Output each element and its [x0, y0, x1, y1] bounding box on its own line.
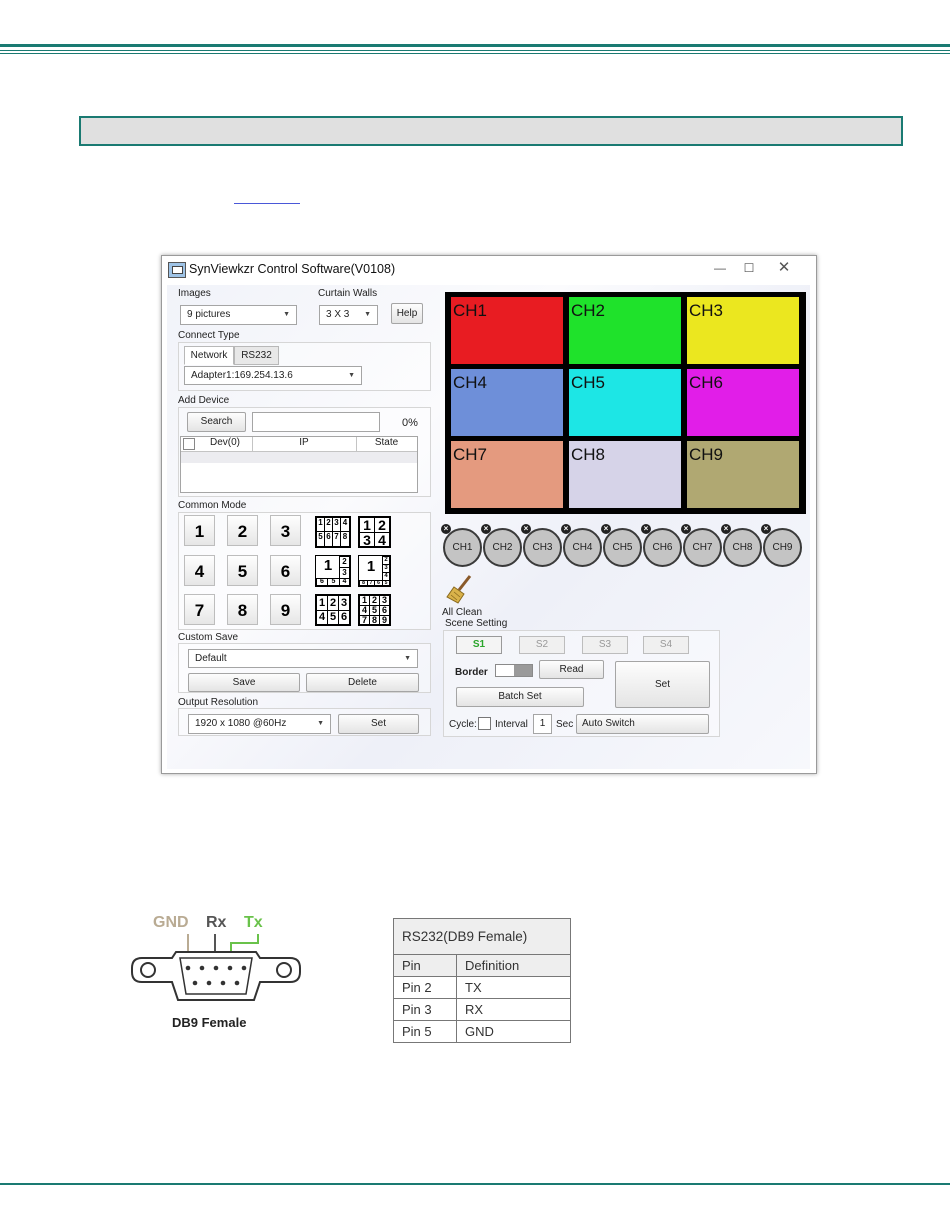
- minimize-icon[interactable]: —: [714, 261, 726, 275]
- layout-cell: 4: [340, 517, 350, 532]
- layout-cell: 4: [382, 572, 390, 581]
- layout-cell: 6: [379, 605, 390, 616]
- close-icon[interactable]: ×: [561, 524, 571, 534]
- custom-save-value: Default: [195, 653, 227, 664]
- channel-ch4-button[interactable]: CH4: [563, 528, 602, 567]
- close-icon[interactable]: ×: [521, 524, 531, 534]
- table-row: [394, 999, 571, 1021]
- layout-cell: 8: [359, 580, 368, 586]
- close-icon[interactable]: ×: [641, 524, 651, 534]
- layout-cell: 7: [367, 580, 375, 586]
- chevron-down-icon: ▼: [364, 311, 371, 318]
- auto-switch-button[interactable]: Auto Switch: [576, 714, 709, 734]
- layout-3x3-button[interactable]: [358, 594, 391, 626]
- broom-icon[interactable]: [445, 573, 477, 605]
- channel-ch3-button[interactable]: CH3: [523, 528, 562, 567]
- scene-setting-label: Scene Setting: [445, 618, 508, 629]
- video-wall-preview: [445, 292, 806, 514]
- wall-cell-ch7[interactable]: [451, 441, 563, 508]
- layout-cell: 4: [339, 578, 350, 586]
- layout-cell: 1: [359, 517, 375, 533]
- layout-cell: 4: [359, 605, 370, 616]
- rx-label: Rx: [206, 914, 227, 931]
- chevron-down-icon: ▼: [283, 311, 290, 318]
- layout-cell: 3: [359, 532, 375, 547]
- layout-cell: 1: [316, 595, 328, 611]
- window-title: SynViewkzr Control Software(V0108): [189, 262, 396, 276]
- add-device-label: Add Device: [178, 395, 230, 406]
- close-icon[interactable]: ✕: [777, 259, 791, 276]
- wall-cell-label: CH8: [571, 445, 606, 464]
- column-dev[interactable]: Dev(0): [198, 437, 253, 451]
- column-ip[interactable]: IP: [252, 437, 357, 451]
- definition-cell: RX: [457, 999, 571, 1021]
- wall-cell-ch6[interactable]: [687, 369, 799, 436]
- db9-caption: DB9 Female: [172, 1015, 247, 1030]
- layout-cell: 2: [324, 517, 333, 532]
- db9-connector-diagram: [130, 928, 302, 1004]
- header-rule-thin-2: [0, 53, 950, 54]
- layout-cell: 3: [379, 595, 390, 606]
- common-mode-label: Common Mode: [178, 500, 247, 511]
- layout-cell: 1: [359, 595, 370, 606]
- channel-ch6-button[interactable]: CH6: [643, 528, 682, 567]
- mode-9-button[interactable]: 9: [270, 594, 301, 625]
- border-label: Border: [455, 667, 488, 678]
- mode-5-button[interactable]: 5: [227, 555, 258, 586]
- tab-network[interactable]: Network: [184, 346, 234, 365]
- layout-cell: 1: [316, 517, 325, 532]
- close-icon[interactable]: ×: [761, 524, 771, 534]
- channel-row: [441, 522, 811, 570]
- layout-cell: 8: [340, 531, 350, 547]
- mode-1-button[interactable]: 1: [184, 515, 215, 546]
- read-button[interactable]: Read: [539, 660, 604, 679]
- layout-cell: 5: [327, 610, 339, 625]
- maximize-icon[interactable]: ☐: [743, 261, 755, 275]
- search-progress: 0%: [402, 417, 418, 429]
- resolution-value: 1920 x 1080 @60Hz: [195, 718, 287, 729]
- device-table[interactable]: [180, 436, 418, 493]
- common-mode-panel: [178, 512, 431, 630]
- wall-cell-ch1[interactable]: [451, 297, 563, 364]
- images-label: Images: [178, 288, 211, 299]
- layout-cell: 3: [332, 517, 341, 532]
- table-row: [181, 452, 417, 463]
- wall-cell-ch9[interactable]: [687, 441, 799, 508]
- images-dropdown[interactable]: [180, 305, 297, 325]
- layout-cell: 4: [316, 610, 328, 625]
- wall-cell-label: CH5: [571, 373, 606, 392]
- interval-input[interactable]: 1: [533, 714, 552, 734]
- layout-1plus7-button[interactable]: [358, 555, 391, 587]
- layout-cell: 2: [369, 595, 380, 606]
- toggle-knob: [514, 665, 532, 676]
- close-icon[interactable]: ×: [721, 524, 731, 534]
- layout-cell: 4: [374, 532, 390, 547]
- header-rule: [0, 44, 950, 47]
- help-button[interactable]: Help: [391, 303, 423, 324]
- mode-7-button[interactable]: 7: [184, 594, 215, 625]
- layout-cell: 6: [374, 580, 383, 586]
- pin-table-title: RS232(DB9 Female): [394, 919, 571, 955]
- mode-4-button[interactable]: 4: [184, 555, 215, 586]
- wall-cell-label: CH4: [453, 373, 488, 392]
- wall-cell-label: CH6: [689, 373, 724, 392]
- layout-cell: 7: [332, 531, 341, 547]
- layout-cell: 5: [327, 578, 340, 586]
- close-icon[interactable]: ×: [601, 524, 611, 534]
- column-state[interactable]: State: [374, 437, 399, 448]
- wall-cell-ch8[interactable]: [569, 441, 681, 508]
- layout-cell: 1: [323, 557, 333, 574]
- layout-cell: 5: [316, 531, 325, 547]
- layout-2x2-button[interactable]: [358, 516, 391, 548]
- layout-cell: 2: [382, 556, 390, 565]
- layout-cell: 3: [339, 567, 350, 579]
- border-toggle[interactable]: [495, 664, 533, 677]
- pin-cell: Pin 3: [394, 999, 457, 1021]
- layout-cell: 5: [369, 605, 380, 616]
- layout-cell: 7: [359, 615, 370, 625]
- resolution-dropdown[interactable]: [188, 714, 331, 734]
- resolution-set-button[interactable]: Set: [338, 714, 419, 734]
- wall-cell-label: CH7: [453, 445, 488, 464]
- app-icon: [168, 262, 186, 278]
- scene-s4-button[interactable]: S4: [643, 636, 689, 654]
- pin-column-header: Pin: [394, 955, 457, 977]
- layout-cell: 6: [316, 578, 328, 586]
- wall-cell-label: CH3: [689, 301, 724, 320]
- definition-cell: GND: [457, 1021, 571, 1043]
- mode-3-button[interactable]: 3: [270, 515, 301, 546]
- layout-cell: 6: [324, 531, 333, 547]
- layout-cell: 3: [338, 595, 350, 611]
- channel-ch5-button[interactable]: CH5: [603, 528, 642, 567]
- layout-4x2-button[interactable]: [315, 516, 351, 548]
- software-window: [161, 255, 817, 774]
- wall-cell-label: CH2: [571, 301, 606, 320]
- cycle-checkbox[interactable]: [478, 717, 491, 730]
- layout-cell: 2: [339, 556, 350, 568]
- layout-cell: 5: [382, 580, 390, 586]
- scene-set-button[interactable]: Set: [615, 661, 710, 708]
- layout-1plus5-button[interactable]: [315, 555, 351, 587]
- curtain-walls-dropdown[interactable]: [319, 305, 378, 325]
- search-input[interactable]: [252, 412, 380, 432]
- channel-ch8-button[interactable]: CH8: [723, 528, 762, 567]
- connect-type-label: Connect Type: [178, 330, 240, 341]
- adapter-dropdown[interactable]: [184, 366, 362, 385]
- wall-cell-label: CH1: [453, 301, 488, 320]
- mode-8-button[interactable]: 8: [227, 594, 258, 625]
- wall-cell-ch5[interactable]: [569, 369, 681, 436]
- scene-s1-button[interactable]: S1: [456, 636, 502, 654]
- scene-s3-button[interactable]: S3: [582, 636, 628, 654]
- layout-cell: 2: [327, 595, 339, 611]
- curtain-walls-value: 3 X 3: [326, 309, 350, 320]
- mode-2-button[interactable]: 2: [227, 515, 258, 546]
- pin-cell: Pin 5: [394, 1021, 457, 1043]
- layout-cell: 6: [338, 610, 350, 625]
- definition-cell: TX: [457, 977, 571, 999]
- table-row: [394, 1021, 571, 1043]
- layout-2x3-button[interactable]: [315, 594, 351, 626]
- device-table-header: [181, 437, 417, 452]
- adapter-value: Adapter1:169.254.13.6: [191, 370, 293, 381]
- delete-button[interactable]: Delete: [306, 673, 419, 692]
- channel-ch9-button[interactable]: CH9: [763, 528, 802, 567]
- pin-cell: Pin 2: [394, 977, 457, 999]
- section-heading-box: [79, 116, 903, 146]
- wall-cell-ch4[interactable]: [451, 369, 563, 436]
- header-rule-thin: [0, 50, 950, 51]
- sec-label: Sec: [556, 719, 574, 730]
- scene-s2-button[interactable]: S2: [519, 636, 565, 654]
- channel-ch1-button[interactable]: CH1: [443, 528, 482, 567]
- footer-rule: [0, 1183, 950, 1185]
- images-value: 9 pictures: [187, 309, 231, 320]
- output-resolution-label: Output Resolution: [178, 697, 259, 708]
- chevron-down-icon: ▼: [404, 655, 411, 662]
- chevron-down-icon: ▼: [348, 372, 355, 379]
- gnd-label: GND: [153, 914, 189, 931]
- title-bar: [162, 256, 816, 284]
- tab-rs232[interactable]: RS232: [234, 346, 279, 365]
- pin-definition-table: [393, 918, 571, 1043]
- layout-cell: 3: [382, 564, 390, 573]
- cycle-label: Cycle:: [449, 719, 477, 730]
- curtain-walls-label: Curtain Walls: [318, 288, 378, 299]
- layout-cell: 2: [374, 517, 390, 533]
- layout-cell: 8: [369, 615, 380, 625]
- layout-cell: 1: [366, 558, 376, 575]
- channel-ch7-button[interactable]: CH7: [683, 528, 722, 567]
- close-icon[interactable]: ×: [481, 524, 491, 534]
- mode-6-button[interactable]: 6: [270, 555, 301, 586]
- wall-cell-label: CH9: [689, 445, 724, 464]
- hyperlink-underline[interactable]: [234, 203, 300, 204]
- batch-set-button[interactable]: Batch Set: [456, 687, 584, 707]
- client-area: [167, 285, 810, 769]
- interval-label: Interval: [495, 719, 528, 730]
- all-clean-label[interactable]: All Clean: [442, 607, 483, 618]
- wall-cell-ch2[interactable]: [569, 297, 681, 364]
- custom-save-label: Custom Save: [178, 632, 239, 643]
- table-row: [394, 977, 571, 999]
- chevron-down-icon: ▼: [317, 720, 324, 727]
- close-icon[interactable]: ×: [681, 524, 691, 534]
- close-icon[interactable]: ×: [441, 524, 451, 534]
- custom-save-dropdown[interactable]: [188, 649, 418, 668]
- layout-cell: 9: [379, 615, 390, 625]
- save-button[interactable]: Save: [188, 673, 300, 692]
- channel-ch2-button[interactable]: CH2: [483, 528, 522, 567]
- tx-label: Tx: [244, 914, 263, 931]
- wall-cell-ch3[interactable]: [687, 297, 799, 364]
- select-all-checkbox[interactable]: [183, 438, 195, 450]
- search-button[interactable]: Search: [187, 412, 246, 432]
- definition-column-header: Definition: [457, 955, 571, 977]
